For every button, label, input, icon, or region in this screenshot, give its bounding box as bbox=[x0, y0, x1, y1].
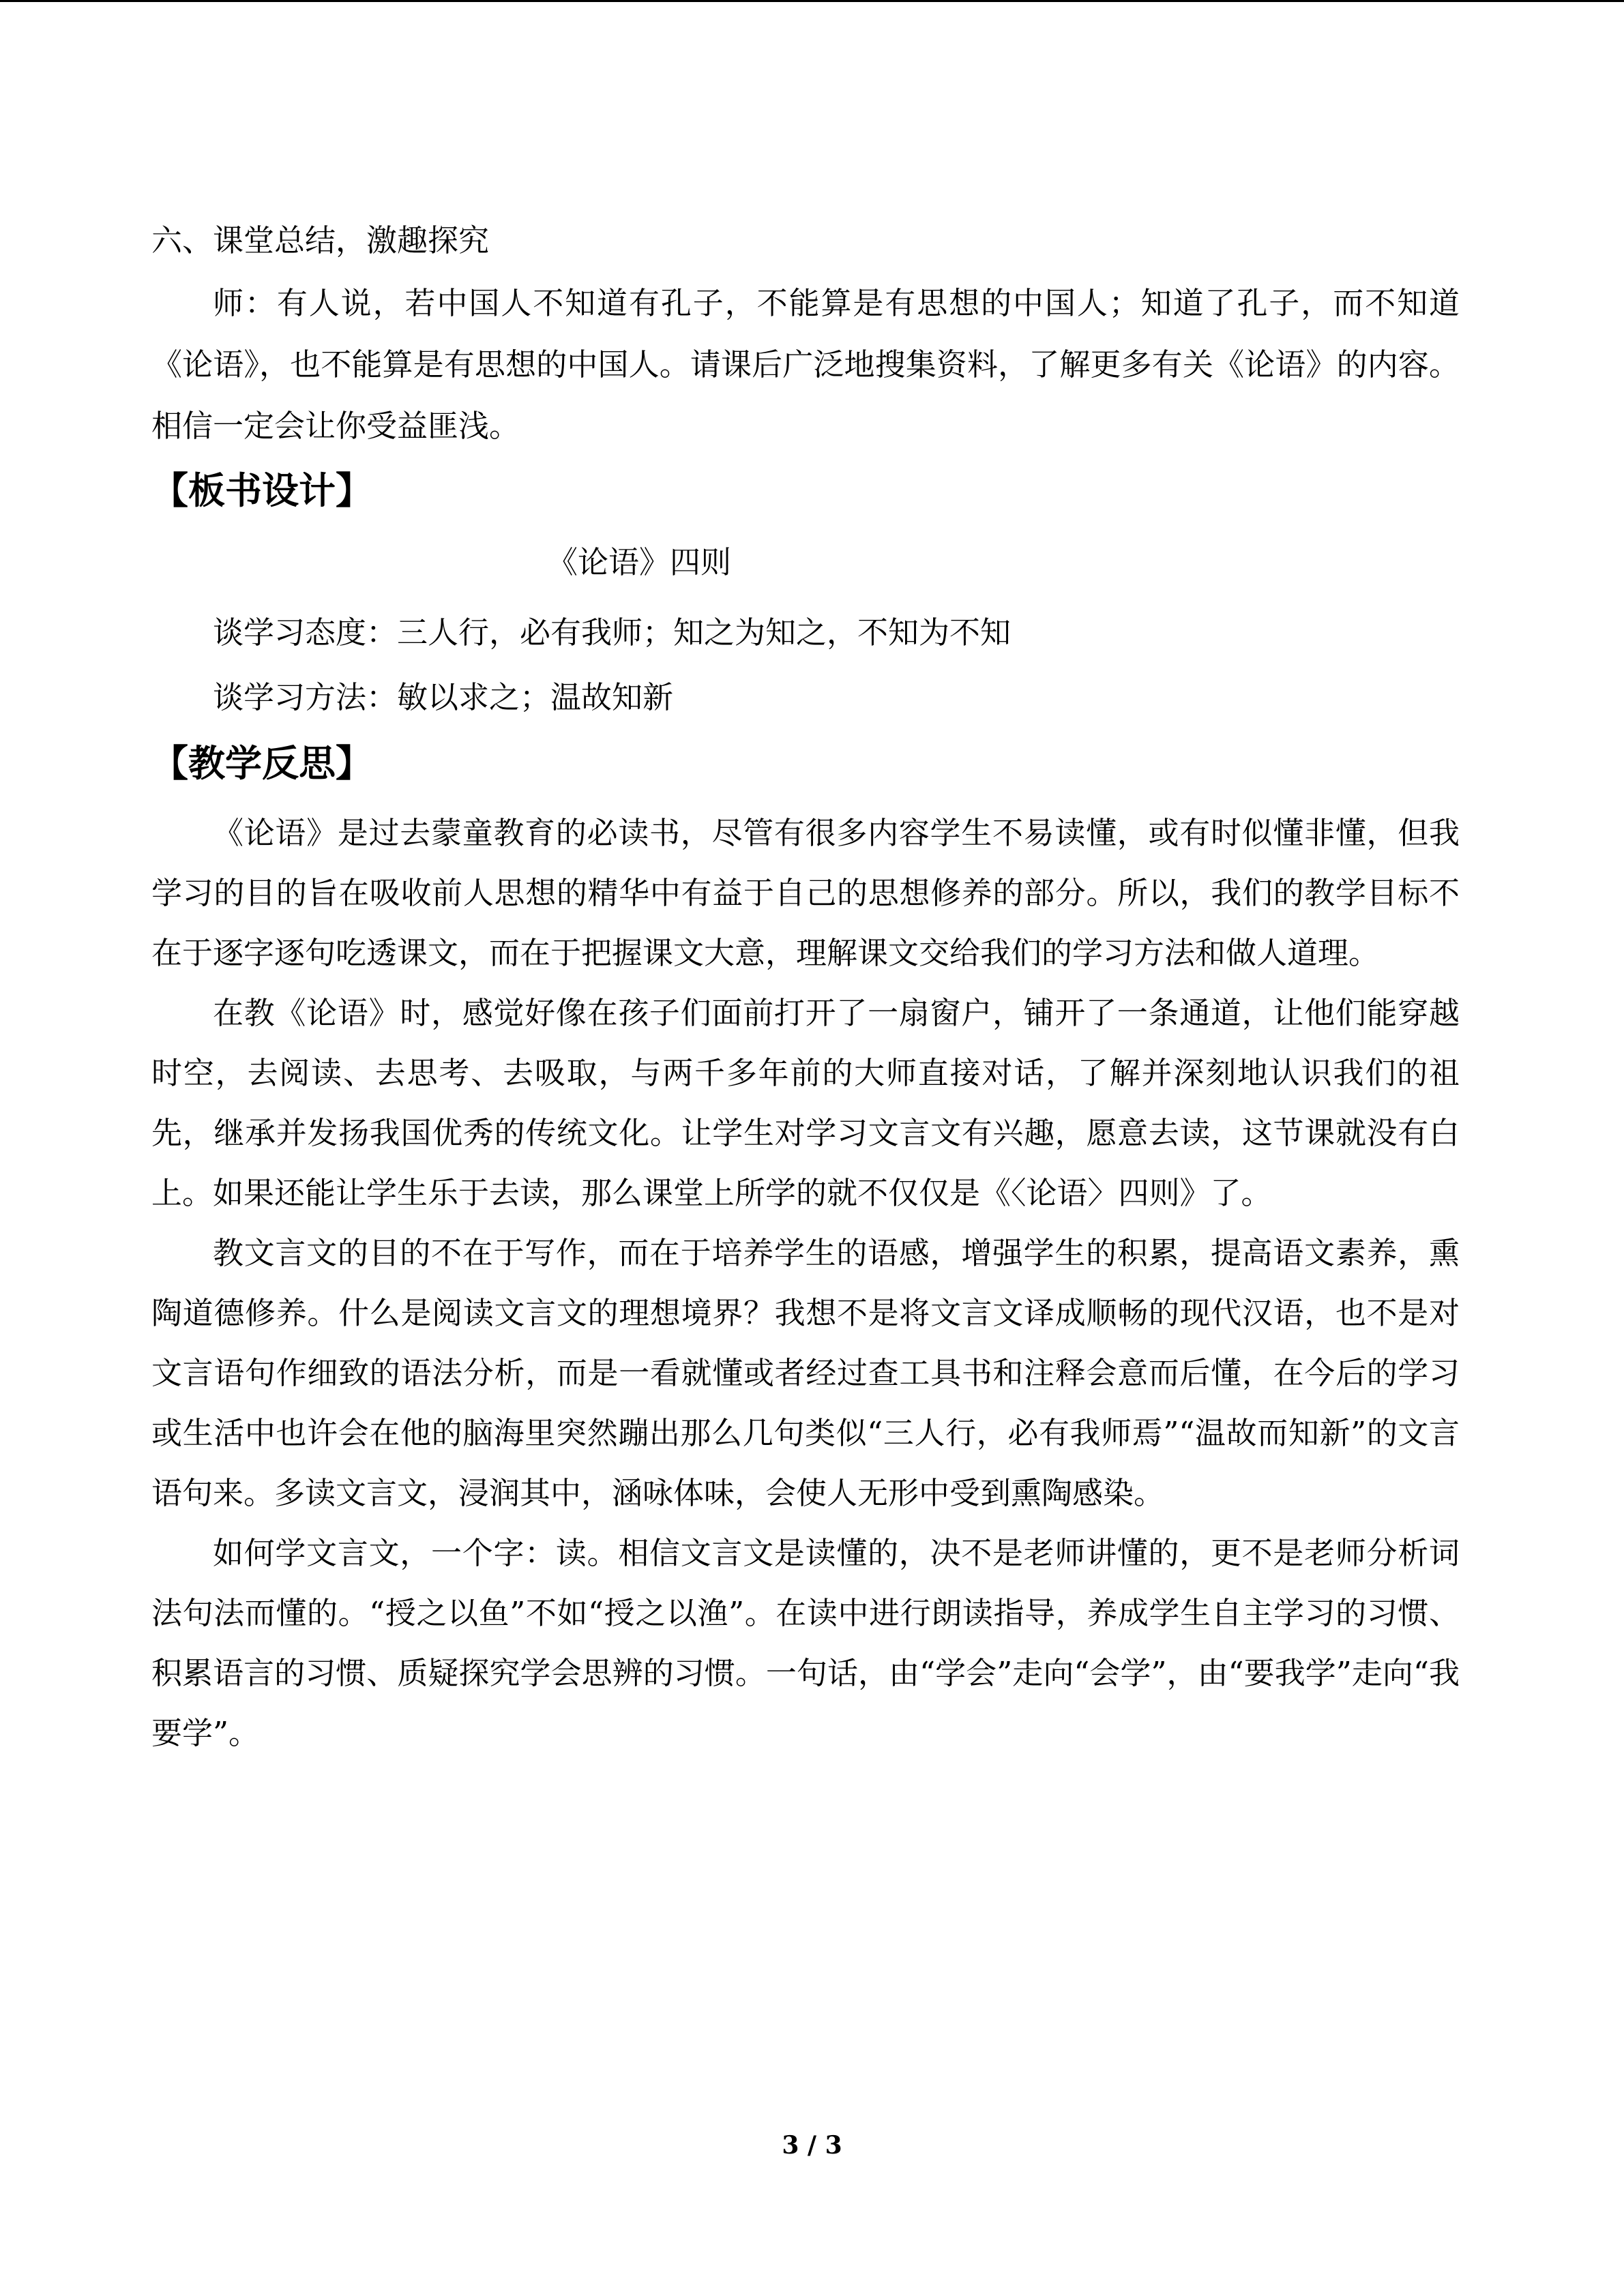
reflection-paragraph-4: 如何学文言文，一个字：读。相信文言文是读懂的，决不是老师讲懂的，更不是老师分析词法句法而懂的。“授之以鱼”不如“授之以渔”。在读中进行朗读指导，养成学生自主学习的习惯、积累语言的习惯、质疑探究学会思辨的习惯。一句话，由“学会”走向“会学”，由“要我学”走向“我要学”。 bbox=[151, 1535, 1460, 1751]
reflection-heading: 【教学反思】 bbox=[151, 742, 372, 785]
board-design-heading: 【板书设计】 bbox=[151, 469, 372, 512]
reflection-paragraph-3: 教文言文的目的不在于写作，而在于培养学生的语感，增强学生的积累，提高语文素养，熏陶道德修养。什么是阅读文言文的理想境界？我想不是将文言文译成顺畅的现代汉语，也不是对文言语句作细致的语法分析，而是一看就懂或者经过查工具书和注释会意而后懂，在今后的学习或生活中也许会在他的脑海里突然蹦出那么几句类似“三人行，必有我师焉”“温故而知新”的文言语句来。多读文言文，浸润其中，涵咏体味，会使人无形中受到熏陶感染。 bbox=[151, 1235, 1460, 1511]
page-number: 3 / 3 bbox=[782, 2131, 842, 2160]
top-border-rule bbox=[0, 0, 1624, 2]
section-six-title: 六、课堂总结，激趣探究 bbox=[151, 222, 490, 258]
board-line-attitude: 谈学习态度：三人行，必有我师；知之为知之，不知为不知 bbox=[213, 614, 1012, 651]
reflection-paragraph-1: 《论语》是过去蒙童教育的必读书，尽管有很多内容学生不易读懂，或有时似懂非懂，但我学习的目的旨在吸收前人思想的精华中有益于自己的思想修养的部分。所以，我们的教学目标不在于逐字逐句吃透课文，而在于把握课文大意，理解课文交给我们的学习方法和做人道理。 bbox=[151, 815, 1460, 971]
reflection-paragraph-2: 在教《论语》时，感觉好像在孩子们面前打开了一扇窗户，铺开了一条通道，让他们能穿越时空，去阅读、去思考、去吸取，与两千多年前的大师直接对话，了解并深刻地认识我们的祖先，继承并发扬我国优秀的传统文化。让学生对学习文言文有兴趣，愿意去读，这节课就没有白上。如果还能让学生乐于去读，那么课堂上所学的就不仅仅是《〈论语〉四则》了。 bbox=[151, 995, 1460, 1211]
board-line-method: 谈学习方法：敏以求之；温故知新 bbox=[213, 679, 674, 715]
document-body bbox=[151, 208, 1460, 1763]
section-six-body: 师：有人说，若中国人不知道有孔子，不能算是有思想的中国人；知道了孔子，而不知道《论语》，也不能算是有思想的中国人。请课后广泛地搜集资料，了解更多有关《论语》的内容。相信一定会让你受益匪浅。 bbox=[151, 285, 1460, 444]
board-design-title: 《论语》四则 bbox=[547, 544, 732, 580]
